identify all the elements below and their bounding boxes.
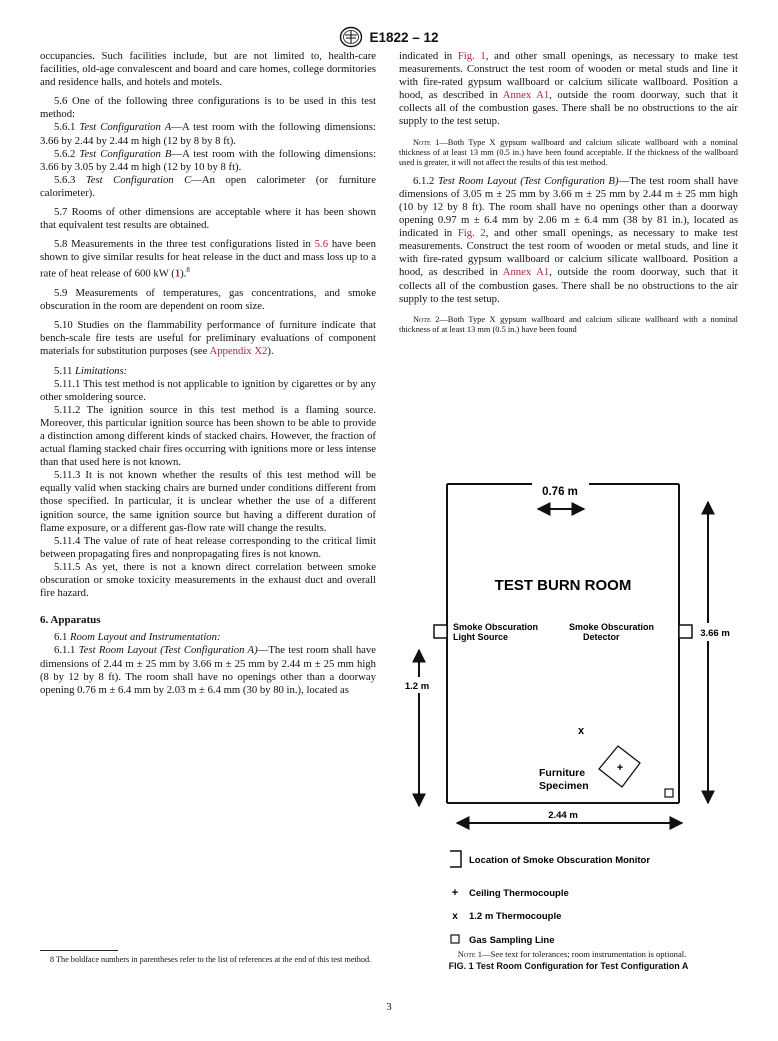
paragraph-5-6-2: 5.6.2 Test Configuration B—A test room with the following dimensions: 3.66 by 3.05 by 2.44 m high (12 by 10 by 8 ft). [40,147,377,173]
page-number: 3 [386,1002,392,1013]
legend-thermocouple-symbol: x [452,911,458,922]
room-diagram [399,478,738,948]
thermocouple-marker: x [577,725,585,737]
right-column [399,50,738,336]
annex-link-a1[interactable]: Annex A1 [502,89,550,102]
figure-link-2[interactable]: Fig. 2 [457,227,486,240]
gas-sampling-marker [665,789,673,797]
smoke-monitor-source-marker [434,625,447,638]
paragraph-5-11-2: 5.11.2 The ignition source in this test method is a flaming source. Moreover, this particular ignition source has been shown to be able to provide a distinction among different kinds of stacked chairs. However, the fraction of actual flaming stacked chair fires occurring with ignitions more or less intense than that used here is not known. [40,403,376,469]
legend-monitor-label: Location of Smoke Obscuration Monitor [469,855,651,866]
legend-ceiling-label: Ceiling Thermocouple [469,888,569,899]
figure-legend [450,851,650,946]
width-label: 2.44 m [548,810,578,821]
smoke-monitor-detector-marker [679,625,692,638]
paragraph-6-1-1: 6.1.1 Test Room Layout (Test Configuration A)—The test room shall have dimensions of 2.44 m ± 25 mm by 3.66 m ± 25 mm by 2.44 m ± 25 mm high (8 by 12 by 8 ft). The room shall have no openings other than a doorway opening 0.76 m ± 6.4 mm by 2.03 m ± 6.4 mm (30 by 80 in.), located as [40,644,376,696]
legend-monitor-symbol [450,851,461,867]
length-label: 3.66 m [700,628,730,639]
paragraph-5-11: 5.11 Limitations: [54,364,128,377]
astm-logo-icon [339,26,363,48]
paragraph-5-11-3: 5.11.3 It is not known whether the results of this test method will be equally valid when stacking chairs are burned under conditions different from those specified. In particular, it is unclear whether the use of a different ignition source, the same ignition source but having a different duration of flame exposure, or a different gas-flow rate will change the results. [40,469,376,534]
paragraph-5-10: 5.10 Studies on the flammability performance of furniture indicate that bench-scale fire tests are useful for preliminary evaluations of component materials for substitution purposes (see Appendix X2). [40,319,376,358]
paragraph-6-1-2: 6.1.2 Test Room Layout (Test Configuration B)—The test room shall have dimensions of 3.05 m ± 25 mm by 3.66 m ± 25 mm by 2.44 m ± 25 mm high (10 by 12 by 8 ft). The room shall have no openings other than a doorway opening 0.97 m ± 6.4 mm by 2.06 m ± 6.4 mm (38 by 81 in.), located as indicated in Fig. 2, and other small openings, as necessary to make test measurements. Construct the test room of wooden or metal studs, and line it with fire-rated gypsum wallboard or calcium silicate wallboard. Position a hood, as described in Annex A1, outside the room doorway, such that it collects all of the combustion gases. There shall be no obstructions to the air supply to the test setup. [399,174,739,305]
footnote-marker-8[interactable]: 8 [186,266,190,275]
annex-link-a1-second[interactable]: Annex A1 [502,266,550,279]
note-1: Note 1—Both Type X gypsum wallboard and calcium silicate wallboard with a nominal thickness of at least 13 mm (0.5 in.) have been found acceptable. If the thickness of the wallboard used is greater, it will not affect the results of this test method. [399,137,738,168]
section-heading-apparatus: 6. Apparatus [40,614,101,627]
paragraph-5-11-5: 5.11.5 As yet, there is not a known direct correlation between smoke obscuration or smoke toxicity measurements in the exhaust duct and overall fire hazard. [40,560,376,600]
figure-caption: FIG. 1 Test Room Configuration for Test Configuration A [448,961,689,971]
paragraph-5-8: 5.8 Measurements in the three test configurations listed in 5.6 have been shown to give similar results for heat release in the duct and mass loss up to a rate of heat release of 600 kW (1).$^8$ [40,238,376,280]
door-width-label: 0.76 m [542,486,578,498]
room-walls [447,484,679,803]
legend-ceiling-symbol: + [451,887,459,899]
furniture-label-line2: Specimen [539,780,589,792]
figure-link-1[interactable]: Fig. 1 [457,50,486,62]
footnote-divider [40,950,118,951]
thermocouple-height-label: 1.2 m [404,681,430,692]
section-link-5-6[interactable]: 5.6 [314,238,329,251]
figure-note: Note 1—See text for tolerances; room instrumentation is optional. [457,949,687,959]
furniture-label-line1: Furniture [539,767,586,779]
legend-thermocouple-label: 1.2 m Thermocouple [469,911,562,922]
paragraph-5-6-1: 5.6.1 Test Configuration A—A test room with the following dimensions: 3.66 by 2.44 by 2.44 m high (12 by 8 by 8 ft). [40,121,376,147]
appendix-link-x2[interactable]: Appendix X2 [209,345,268,358]
smoke-detector-label-line1: Smoke Obscuration [569,622,655,632]
page-header [0,24,778,50]
smoke-detector-label-line2: Detector [583,632,620,642]
paragraph-5-11-1: 5.11.1 This test method is not applicable to ignition by cigarettes or by any other smoldering source. [40,377,376,403]
paragraph-5-9: 5.9 Measurements of temperatures, gas concentrations, and smoke obscuration in the room are dependent on room size. [40,287,376,313]
paragraph-5-6: 5.6 One of the following three configurations is to be used in this test method: [40,95,376,121]
left-column [40,50,376,697]
paragraph-intro: occupancies. Such facilities include, but are not limited to, health-care facilities, old-age convalescent and board and care homes, college dormitories and residence halls, and hotels and motels. [40,50,376,89]
figure-1 [399,478,738,948]
ceiling-thermocouple-marker: + [616,762,624,774]
legend-gas-sampling-symbol [451,935,459,943]
paragraph-5-11-4: 5.11.4 The value of rate of heat release corresponding to the critical limit between propagating fires and nonpropagating fires is not known. [40,534,376,560]
paragraph-6-1: 6.1 Room Layout and Instrumentation: [54,631,221,644]
note-2: Note 2—Both Type X gypsum wallboard and calcium silicate wallboard with a nominal thickness of at least 13 mm (0.5 in.) have been found [399,314,738,335]
reference-link-1[interactable]: 1 [174,267,181,280]
legend-gas-sampling-label: Gas Sampling Line [469,935,555,946]
paragraph-5-6-3: 5.6.3 Test Configuration C—An open calorimeter (or furniture calorimeter). [40,173,376,199]
paragraph-5-7: 5.7 Rooms of other dimensions are acceptable where it has been shown that equivalent test results are obtained. [40,206,376,232]
smoke-source-label-line1: Smoke Obscuration [453,622,539,632]
room-title: TEST BURN ROOM [494,577,632,594]
document-designation: E1822 – 12 [369,29,439,45]
smoke-source-label-line2: Light Source [453,632,509,642]
footnote-8: 8 The boldface numbers in parentheses refer to the list of references at the end of this test method. [50,955,372,964]
paragraph-6-1-1-continued: indicated in Fig. 1, and other small openings, as necessary to make test measurements. Construct the test room of wooden or metal studs and line it with fire-rated gypsum wallboard or calcium silicate wallboard. Position a hood, as described in Annex A1, outside the room doorway, such that it collects all of the combustion gases. There shall be no obstructions to the air supply to the test setup. [399,50,739,128]
